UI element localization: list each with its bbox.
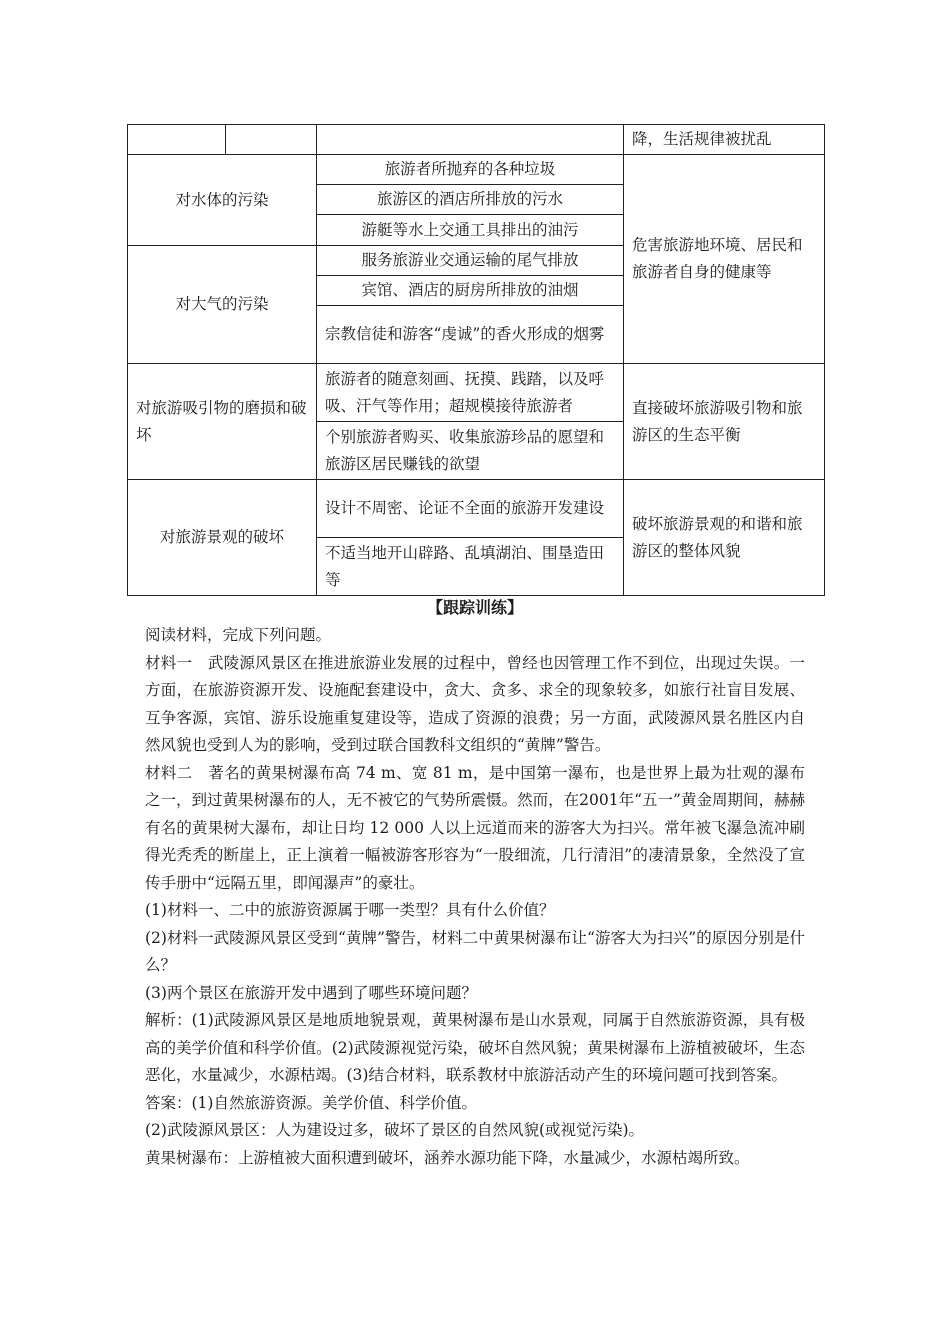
paragraph: 材料二 著名的黄果树瀑布高 74 m、宽 81 m，是中国第一瀑布，也是世界上最为壮观的瀑布之一，到过黄果树瀑布的人，无不被它的气势所震慑。然而，在2001年“五一”黄金周期间，赫赫有名的黄果树大瀑布，却让日均 12 000 人以上远道而来的游客大为扫兴。常年被飞瀑急流冲刷得光秃秃的断崖上，正上演着一幅被游客形容为“一股细流，几行清泪”的凄清景象，全然没了宣传手册中“远隔五里，即闻瀑声”的豪壮。: [145, 763, 805, 892]
category-cell-air: 对大气的污染: [128, 246, 317, 364]
paragraph: 阅读材料，完成下列问题。: [145, 626, 332, 644]
table-row: [128, 480, 825, 538]
pollution-table: [127, 124, 825, 596]
paragraph: 材料一 武陵源风景区在推进旅游业发展的过程中，曾经也因管理工作不到位，出现过失误。一方面，在旅游资源开发、设施配套建设中，贪大、贪多、求全的现象较多，如旅行社盲目发展、互争客源，宾馆、游乐设施重复建设等，造成了资源的浪费；另一方面，武陵源风景名胜区内自然风貌也受到人为的影响，受到过联合国教科文组织的“黄牌”警告。: [145, 653, 805, 754]
source-cell: 旅游者的随意刻画、抚摸、践踏，以及呼吸、汗气等作用；超规模接待旅游者: [317, 364, 624, 422]
answer: (2)武陵源风景区：人为建设过多，破坏了景区的自然风貌(或视觉污染)。: [145, 1121, 645, 1139]
table-row: [128, 364, 825, 422]
category-cell-water: 对水体的污染: [128, 155, 317, 246]
table-row: [128, 125, 825, 155]
source-cell: 宾馆、酒店的厨房所排放的油烟: [317, 276, 624, 306]
effect-cell: 破坏旅游景观的和谐和旅游区的整体风貌: [624, 480, 825, 596]
source-cell: 旅游区的酒店所排放的污水: [317, 185, 624, 215]
effect-cell: 直接破坏旅游吸引物和旅游区的生态平衡: [624, 364, 825, 480]
answer: 黄果树瀑布：上游植被大面积遭到破坏，涵养水源功能下降，水量减少，水源枯竭所致。: [145, 1148, 750, 1167]
source-cell: 旅游者所抛弃的各种垃圾: [317, 155, 624, 185]
table-row: [128, 155, 825, 185]
table-cell-empty: [226, 125, 317, 155]
category-cell-landscape: 对旅游景观的破坏: [128, 480, 317, 596]
table-cell-empty: [128, 125, 226, 155]
table-cell-empty: [317, 125, 624, 155]
analysis: 解析：(1)武陵源风景区是地质地貌景观，黄果树瀑布是山水景观，同属于自然旅游资源，具有极高的美学价值和科学价值。(2)武陵源视觉污染，破坏自然风貌；黄果树瀑布上游植被破坏，生态恶化，水量减少，水源枯竭。(3)结合材料，联系教材中旅游活动产生的环境问题可找到答案。: [145, 1011, 805, 1084]
body-text: [145, 622, 805, 1172]
source-cell: 游艇等水上交通工具排出的油污: [317, 215, 624, 246]
question: (1)材料一、二中的旅游资源属于哪一类型？具有什么价值？: [145, 901, 555, 919]
category-cell-attraction: 对旅游吸引物的磨损和破坏: [128, 364, 317, 480]
source-cell: 不适当地开山辟路、乱填湖泊、围垦造田等: [317, 538, 624, 596]
section-title: 【跟踪训练】: [426, 598, 523, 617]
question: (2)材料一武陵源风景区受到“黄牌”警告，材料二中黄果树瀑布让“游客大为扫兴”的原因分别是什么？: [145, 928, 805, 974]
source-cell: 设计不周密、论证不全面的旅游开发建设: [317, 480, 624, 538]
source-cell: 宗教信徒和游客“虔诚”的香火形成的烟雾: [317, 306, 624, 364]
question: (3)两个景区在旅游开发中遇到了哪些环境问题？: [145, 983, 477, 1002]
answer: 答案：(1)自然旅游资源。美学价值、科学价值。: [145, 1093, 477, 1112]
effect-cell: 降，生活规律被扰乱: [624, 125, 825, 155]
source-cell: 服务旅游业交通运输的尾气排放: [317, 246, 624, 276]
effect-cell-health: 危害旅游地环境、居民和旅游者自身的健康等: [624, 155, 825, 364]
source-cell: 个别旅游者购买、收集旅游珍品的愿望和旅游区居民赚钱的欲望: [317, 422, 624, 480]
